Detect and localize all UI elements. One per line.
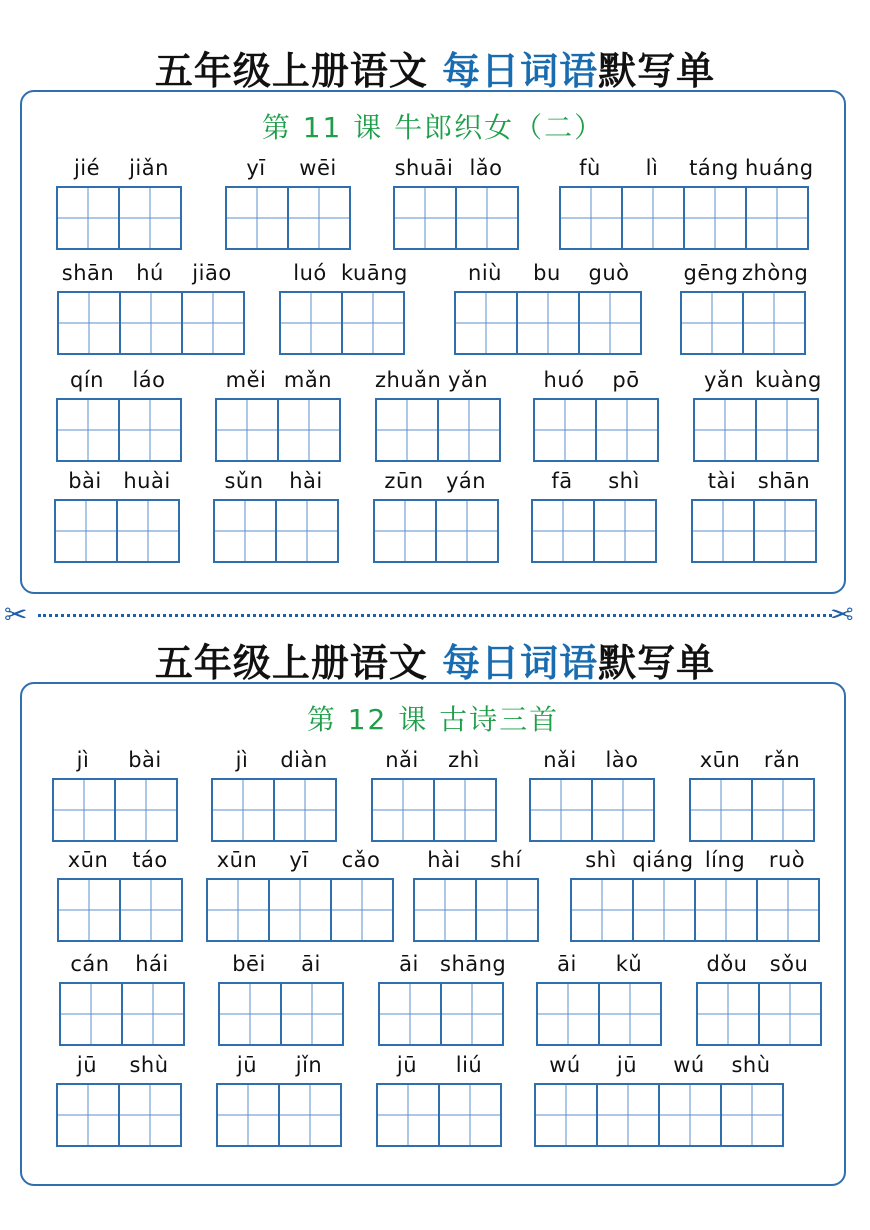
tianzige-cell[interactable] [518,293,580,355]
tianzige-cell[interactable] [121,880,183,942]
pinyin-syllable: táng [689,156,739,180]
tianzige-cell[interactable] [54,780,116,842]
word-item [54,469,180,563]
pinyin-syllable: qín [70,368,104,392]
tianzige-cell[interactable] [457,188,519,250]
tianzige-cell[interactable] [183,293,245,355]
pinyin-syllable: huó [543,368,585,392]
tianzige-cell[interactable] [695,400,757,462]
writing-grid [376,1083,502,1147]
writing-grid [213,499,339,563]
tianzige-cell[interactable] [121,293,183,355]
writing-grid [56,186,182,250]
pinyin-row [375,368,501,392]
tianzige-cell[interactable] [282,984,344,1046]
tianzige-cell[interactable] [279,400,341,462]
writing-grid [536,982,662,1046]
pinyin-syllable: nǎi [543,748,577,772]
word-item [534,1053,784,1147]
scissors-left-icon: ✂ [4,598,28,631]
pinyin-syllable: dǒu [706,952,748,976]
writing-grid [215,398,341,462]
tianzige-cell[interactable] [120,188,182,250]
pinyin-syllable: sǒu [769,952,809,976]
writing-grid [533,398,659,462]
word-item [59,952,185,1046]
tianzige-cell[interactable] [275,780,337,842]
word-item [680,261,809,355]
pinyin-row [56,156,182,180]
tianzige-cell[interactable] [682,293,744,355]
tianzige-cell[interactable] [58,188,120,250]
tianzige-cell[interactable] [59,293,121,355]
sheet2-title [0,632,870,687]
writing-grid [57,291,245,355]
tianzige-cell[interactable] [123,984,185,1046]
tianzige-cell[interactable] [59,880,121,942]
writing-grid [375,398,501,462]
pinyin-syllable: lì [645,156,659,180]
pinyin-syllable: āi [399,952,419,976]
pinyin-syllable: lǎo [469,156,503,180]
tianzige-cell[interactable] [442,984,504,1046]
pinyin-syllable: shān [61,261,115,285]
pinyin-row [213,469,339,493]
pinyin-row [279,261,408,285]
tianzige-cell[interactable] [118,501,180,563]
pinyin-row [216,1053,342,1077]
pinyin-syllable: shù [129,1053,169,1077]
pinyin-row [373,469,499,493]
tianzige-cell[interactable] [289,188,351,250]
tianzige-cell[interactable] [691,780,753,842]
pinyin-row [57,261,245,285]
pinyin-syllable: hài [427,848,461,872]
tianzige-cell[interactable] [217,400,279,462]
pinyin-row [225,156,351,180]
pinyin-row [393,156,519,180]
pinyin-syllable: kuāng [341,261,408,285]
tianzige-cell[interactable] [281,293,343,355]
pinyin-row [454,261,642,285]
pinyin-syllable: āi [557,952,577,976]
pinyin-row [536,952,662,976]
pinyin-row [533,368,659,392]
pinyin-syllable: hái [135,952,169,976]
tianzige-cell[interactable] [58,400,120,462]
lesson-heading: 第 11 课 牛郎织女（二） [261,111,605,144]
pinyin-syllable: zhuǎn [375,368,442,392]
tianzige-cell[interactable] [280,1085,342,1147]
pinyin-syllable: zhòng [742,261,809,285]
pinyin-syllable: jiǎn [129,156,169,180]
tianzige-cell[interactable] [437,501,499,563]
tianzige-cell[interactable] [208,880,270,942]
pinyin-syllable: yī [289,848,309,872]
writing-grid [225,186,351,250]
pinyin-row [696,952,822,976]
pinyin-row [531,469,657,493]
title-suffix: 默写单 [598,49,716,93]
writing-grid [56,1083,182,1147]
tianzige-cell[interactable] [375,501,437,563]
word-item [373,469,499,563]
tianzige-cell[interactable] [561,188,623,250]
pinyin-row [371,748,497,772]
pinyin-syllable: huài [123,469,171,493]
pinyin-row [378,952,507,976]
word-item [531,469,657,563]
writing-grid [373,499,499,563]
word-item [216,1053,342,1147]
pinyin-row [57,848,183,872]
pinyin-syllable: shì [585,848,617,872]
word-item [56,1053,182,1147]
tianzige-cell[interactable] [213,780,275,842]
tianzige-cell[interactable] [533,501,595,563]
word-item [206,848,394,942]
tianzige-cell[interactable] [439,400,501,462]
pinyin-syllable: āi [301,952,321,976]
writing-grid [689,778,815,842]
pinyin-row [559,156,814,180]
word-item [225,156,351,250]
pinyin-syllable: pō [612,368,640,392]
pinyin-syllable: rǎn [763,748,801,772]
tianzige-cell[interactable] [440,1085,502,1147]
writing-grid [211,778,337,842]
pinyin-syllable: wēi [299,156,337,180]
tianzige-cell[interactable] [753,780,815,842]
word-item [56,368,182,462]
writing-grid [371,778,497,842]
tianzige-cell[interactable] [722,1085,784,1147]
tianzige-cell[interactable] [685,188,747,250]
pinyin-syllable: cǎo [341,848,381,872]
word-item [218,952,344,1046]
tianzige-cell[interactable] [580,293,642,355]
word-item [211,748,337,842]
word-item [536,952,662,1046]
tianzige-cell[interactable] [61,984,123,1046]
writing-grid [570,878,820,942]
word-item [52,748,178,842]
tianzige-cell[interactable] [120,1085,182,1147]
pinyin-syllable: shù [731,1053,771,1077]
tianzige-cell[interactable] [373,780,435,842]
tianzige-cell[interactable] [698,984,760,1046]
tianzige-cell[interactable] [600,984,662,1046]
pinyin-syllable: sǔn [224,469,264,493]
pinyin-row [691,469,817,493]
tianzige-cell[interactable] [58,1085,120,1147]
pinyin-syllable: niù [468,261,502,285]
tianzige-cell[interactable] [343,293,405,355]
pinyin-syllable: yán [445,469,487,493]
tianzige-cell[interactable] [377,400,439,462]
tianzige-cell[interactable] [536,1085,598,1147]
pinyin-syllable: guò [588,261,630,285]
tianzige-cell[interactable] [598,1085,660,1147]
tianzige-cell[interactable] [572,880,634,942]
pinyin-row [56,368,182,392]
title-highlight: 每日词语 [442,641,599,685]
title-prefix: 五年级上册语文 [154,49,443,93]
tianzige-cell[interactable] [435,780,497,842]
pinyin-syllable: bài [128,748,162,772]
tianzige-cell[interactable] [760,984,822,1046]
pinyin-row [529,748,655,772]
tianzige-cell[interactable] [531,780,593,842]
word-item [559,156,814,250]
tianzige-cell[interactable] [270,880,332,942]
pinyin-row [56,1053,182,1077]
writing-grid [59,982,185,1046]
pinyin-syllable: jié [73,156,101,180]
pinyin-syllable: nǎi [385,748,419,772]
word-item [693,368,822,462]
word-item [689,748,815,842]
tianzige-cell[interactable] [535,400,597,462]
writing-grid [696,982,822,1046]
word-item [213,469,339,563]
tianzige-cell[interactable] [215,501,277,563]
writing-grid [216,1083,342,1147]
pinyin-row [206,848,394,872]
pinyin-row [413,848,539,872]
pinyin-syllable: fā [551,469,573,493]
pinyin-syllable: bu [533,261,561,285]
writing-grid [218,982,344,1046]
tianzige-cell[interactable] [120,400,182,462]
pinyin-syllable: ruò [768,848,806,872]
word-item [215,368,341,462]
pinyin-row [54,469,180,493]
pinyin-syllable: gēng [683,261,739,285]
word-item [57,261,245,355]
tianzige-cell[interactable] [744,293,806,355]
word-item [371,748,497,842]
pinyin-syllable: jū [76,1053,98,1077]
word-item [57,848,183,942]
pinyin-syllable: hú [136,261,164,285]
pinyin-syllable: liú [455,1053,483,1077]
writing-grid [529,778,655,842]
tianzige-cell[interactable] [747,188,809,250]
pinyin-syllable: zūn [384,469,424,493]
word-item [279,261,408,355]
pinyin-syllable: xūn [216,848,258,872]
word-item [533,368,659,462]
writing-grid [57,878,183,942]
pinyin-syllable: jū [236,1053,258,1077]
pinyin-syllable: xūn [699,748,741,772]
pinyin-syllable: zhì [448,748,480,772]
pinyin-syllable: mǎn [283,368,333,392]
pinyin-row [376,1053,502,1077]
writing-grid [378,982,504,1046]
pinyin-row [211,748,337,772]
tianzige-cell[interactable] [220,984,282,1046]
pinyin-syllable: yǎn [703,368,745,392]
sheet1-panel [20,90,846,594]
tianzige-cell[interactable] [380,984,442,1046]
cut-line [38,614,832,617]
tianzige-cell[interactable] [593,780,655,842]
writing-grid [52,778,178,842]
pinyin-syllable: jiāo [192,261,232,285]
pinyin-syllable: jū [396,1053,418,1077]
pinyin-syllable: jǐn [295,1053,323,1077]
tianzige-cell[interactable] [623,188,685,250]
pinyin-row [534,1053,784,1077]
title-suffix: 默写单 [598,641,716,685]
word-item [393,156,519,250]
pinyin-syllable: tài [707,469,737,493]
tianzige-cell[interactable] [332,880,394,942]
lesson-heading: 第 12 课 古诗三首 [306,703,560,736]
pinyin-row [218,952,344,976]
word-item [696,952,822,1046]
tianzige-cell[interactable] [378,1085,440,1147]
writing-grid [680,291,806,355]
writing-grid [534,1083,784,1147]
pinyin-syllable: huáng [745,156,814,180]
tianzige-cell[interactable] [634,880,696,942]
writing-grid [454,291,642,355]
word-item [378,952,507,1046]
writing-grid [393,186,519,250]
pinyin-syllable: láo [132,368,166,392]
word-item [375,368,501,462]
tianzige-cell[interactable] [456,293,518,355]
pinyin-syllable: bēi [232,952,266,976]
tianzige-cell[interactable] [277,501,339,563]
word-item [376,1053,502,1147]
writing-grid [206,878,394,942]
pinyin-syllable: jū [616,1053,638,1077]
pinyin-syllable: yī [246,156,266,180]
pinyin-row [570,848,820,872]
sheet1-title [0,40,870,95]
pinyin-syllable: shuāi [394,156,454,180]
pinyin-syllable: jì [76,748,90,772]
sheet2-panel [20,682,846,1186]
writing-grid [279,291,405,355]
pinyin-row [52,748,178,772]
tianzige-cell[interactable] [477,880,539,942]
tianzige-cell[interactable] [415,880,477,942]
pinyin-row [680,261,809,285]
tianzige-cell[interactable] [116,780,178,842]
tianzige-cell[interactable] [218,1085,280,1147]
pinyin-syllable: shāng [440,952,507,976]
tianzige-cell[interactable] [395,188,457,250]
pinyin-row [59,952,185,976]
pinyin-syllable: lào [605,748,639,772]
tianzige-cell[interactable] [597,400,659,462]
pinyin-row [689,748,815,772]
word-item [570,848,820,942]
tianzige-cell[interactable] [538,984,600,1046]
pinyin-syllable: hài [289,469,323,493]
word-item [454,261,642,355]
writing-grid [691,499,817,563]
tianzige-cell[interactable] [757,400,819,462]
pinyin-syllable: kǔ [615,952,643,976]
pinyin-syllable: shí [490,848,522,872]
pinyin-syllable: wú [549,1053,581,1077]
word-item [56,156,182,250]
word-item [413,848,539,942]
writing-grid [531,499,657,563]
pinyin-syllable: luó [293,261,327,285]
word-item [529,748,655,842]
pinyin-syllable: xūn [67,848,109,872]
writing-grid [693,398,819,462]
scissors-right-icon: ✂ [830,598,854,631]
tianzige-cell[interactable] [227,188,289,250]
tianzige-cell[interactable] [693,501,755,563]
tianzige-cell[interactable] [755,501,817,563]
tianzige-cell[interactable] [595,501,657,563]
tianzige-cell[interactable] [56,501,118,563]
pinyin-row [693,368,822,392]
title-highlight: 每日词语 [442,49,599,93]
tianzige-cell[interactable] [758,880,820,942]
pinyin-syllable: shì [608,469,640,493]
pinyin-row [215,368,341,392]
pinyin-syllable: diàn [280,748,328,772]
tianzige-cell[interactable] [696,880,758,942]
pinyin-syllable: kuàng [755,368,822,392]
pinyin-syllable: měi [225,368,267,392]
pinyin-syllable: wú [673,1053,705,1077]
writing-grid [54,499,180,563]
pinyin-syllable: cán [70,952,110,976]
pinyin-syllable: bài [68,469,102,493]
pinyin-syllable: shān [757,469,811,493]
pinyin-syllable: qiáng [632,848,694,872]
word-item [691,469,817,563]
writing-grid [56,398,182,462]
title-prefix: 五年级上册语文 [154,641,443,685]
pinyin-syllable: táo [132,848,168,872]
writing-grid [559,186,809,250]
pinyin-syllable: líng [704,848,746,872]
writing-grid [413,878,539,942]
pinyin-syllable: yǎn [447,368,489,392]
pinyin-syllable: fù [579,156,601,180]
tianzige-cell[interactable] [660,1085,722,1147]
pinyin-syllable: jì [235,748,249,772]
